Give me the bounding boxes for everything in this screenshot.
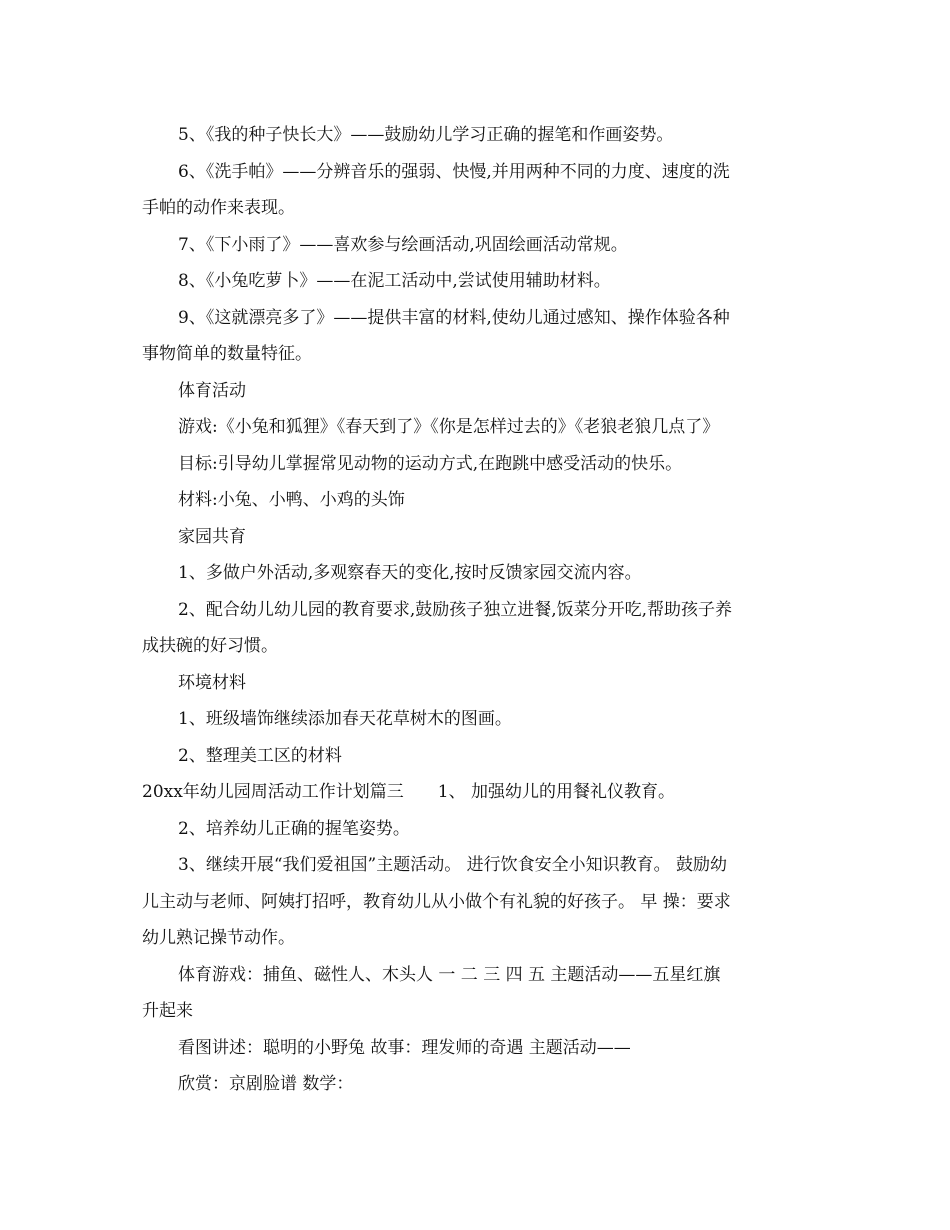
text-line: 升起来	[142, 1001, 193, 1021]
document-body	[142, 117, 812, 1103]
text-line: 目标:引导幼儿掌握常见动物的运动方式,在跑跳中感受活动的快乐。	[178, 453, 683, 474]
text-line: 20xx年幼儿园周活动工作计划篇三 1、 加强幼儿的用餐礼仪教育。	[142, 782, 676, 802]
text-line: 体育活动	[178, 380, 246, 401]
text-line: 成扶碗的好习惯。	[142, 636, 278, 656]
text-line: 材料:小兔、小鸭、小鸡的头饰	[178, 490, 405, 510]
text-line: 1、班级墙饰继续添加春天花草树木的图画。	[178, 709, 512, 729]
text-line: 事物简单的数量特征。	[142, 344, 312, 364]
text-line: 2、培养幼儿正确的握笔姿势。	[178, 818, 410, 839]
text-line: 游戏:《小兔和狐狸》《春天到了》《你是怎样过去的》《老狼老狼几点了》	[178, 417, 720, 437]
text-line: 环境材料	[178, 672, 246, 693]
text-line: 1、多做户外活动,多观察春天的变化,按时反馈家园交流内容。	[178, 563, 642, 583]
text-line: 2、配合幼儿幼儿园的教育要求,鼓励孩子独立进餐,饭菜分开吃,帮助孩子养	[178, 599, 733, 620]
text-line: 5、《我的种子快长大》——鼓励幼儿学习正确的握笔和作画姿势。	[178, 125, 674, 145]
text-line: 看图讲述：聪明的小野兔 故事：理发师的奇遇 主题活动——	[178, 1037, 631, 1058]
text-line: 6、《洗手帕》——分辨音乐的强弱、快慢,并用两种不同的力度、速度的洗	[178, 161, 730, 182]
text-line: 9、《这就漂亮多了》——提供丰富的材料,使幼儿通过感知、操作体验各种	[178, 307, 730, 328]
text-line: 儿主动与老师、阿姨打招呼，教育幼儿从小做个有礼貌的好孩子。 早 操：要求	[142, 891, 731, 912]
text-line: 幼儿熟记操节动作。	[142, 928, 295, 948]
text-line: 2、整理美工区的材料	[178, 745, 342, 766]
text-line: 8、《小兔吃萝卜》——在泥工活动中,尝试使用辅助材料。	[178, 271, 611, 291]
text-line: 手帕的动作来表现。	[142, 198, 295, 218]
text-line: 7、《下小雨了》——喜欢参与绘画活动,巩固绘画活动常规。	[178, 234, 628, 255]
text-line: 家园共育	[178, 526, 246, 547]
text-line: 体育游戏：捕鱼、磁性人、木头人 一 二 三 四 五 主题活动——五星红旗	[178, 964, 721, 985]
text-line: 3、继续开展“我们爱祖国”主题活动。 进行饮食安全小知识教育。 鼓励幼	[178, 855, 728, 875]
text-line: 欣赏：京剧脸谱 数学：	[178, 1074, 354, 1094]
